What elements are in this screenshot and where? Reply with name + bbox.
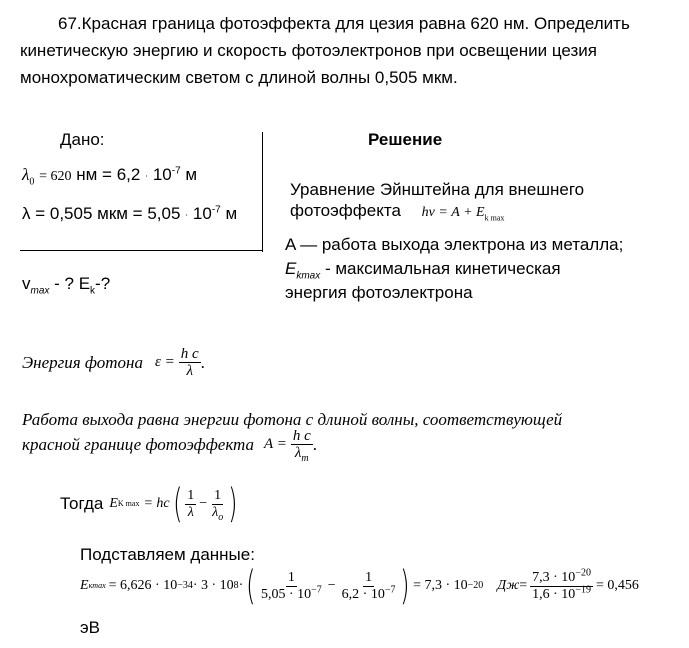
then-left-paren: ( [172, 481, 183, 527]
calc-f3-den: 1,6 · 10 [532, 586, 576, 602]
then-eq: = hc [143, 496, 170, 511]
calc-f1-den-exp: −7 [311, 583, 322, 595]
ek-line: - максимальная кинетическая [320, 259, 561, 278]
then-label: Тогда [60, 494, 104, 513]
lambda0-symbol: λ [22, 165, 30, 184]
photon-label: Энергия фотона [22, 352, 143, 372]
find-end: -? [95, 274, 111, 293]
ek-sub: kmax [296, 270, 321, 282]
given-title: Дано: [60, 130, 105, 149]
work-label: красной границе фотоэффекта [22, 434, 255, 454]
work-fraction [291, 428, 313, 464]
given-find [22, 274, 111, 297]
work-den: λ [294, 445, 302, 461]
work-den-sub: m [301, 453, 309, 464]
work-end: . [312, 434, 317, 454]
lambda-unit: м [225, 204, 238, 223]
calc-f1-den-wrap [259, 583, 324, 603]
einstein-formula-sub: k max [484, 213, 505, 223]
calc-f2-den-wrap [340, 583, 398, 603]
then-right-paren: ) [228, 481, 238, 527]
problem-line-3: монохроматическим светом с длиной волны 0,505 мкм. [20, 68, 458, 87]
then-f1-den: λ [187, 504, 194, 520]
then-frac-1 [185, 488, 196, 521]
problem-statement [20, 10, 660, 91]
lambda-dot: · [185, 209, 189, 220]
work-line-2 [22, 428, 317, 464]
solution-title: Решение [368, 130, 443, 149]
calc-frac-1 [259, 570, 324, 603]
then-minus: − [199, 496, 208, 511]
einstein-label: фотоэффекта [290, 201, 401, 220]
given-lambda0 [22, 165, 198, 188]
find-rest: - ? E [49, 274, 91, 293]
lambda-pow-base: 10 [192, 204, 212, 223]
calc-f2-den-exp: −7 [384, 583, 396, 595]
then-formula: Тогда E K max = hc ( $\frac{1}{\lambda}$ − $\frac{1}{\lambda_o}$ ) [60, 481, 238, 527]
lambda0-pow-base: 10 [152, 165, 172, 184]
photon-end: . [200, 352, 205, 372]
problem-line-1: 67.Красная граница фотоэффекта для цезия равна 620 нм. Определить [58, 14, 630, 33]
calc-right-paren: ) [400, 563, 410, 609]
calc-f1-den: 5,05 · 10 [260, 586, 312, 602]
calc-f3-num: 7,3 · 10 [532, 569, 576, 585]
lambda-text: λ = 0,505 мкм = 5,05 [22, 204, 181, 223]
lambda0-value: = 620 [39, 169, 72, 184]
calc-f1-num: 1 [287, 569, 295, 585]
calc-e: E [80, 578, 89, 593]
photon-fraction [179, 346, 201, 379]
calc-unit: Дж [497, 578, 520, 593]
calc-minus: − [327, 578, 336, 593]
einstein-line-2 [290, 201, 504, 221]
calc-eq2: = [519, 578, 528, 593]
calc-final: = 0,456 [595, 578, 639, 593]
find-v: v [22, 274, 31, 293]
find-ek-sub: k [90, 285, 96, 297]
given-divider [20, 250, 262, 251]
photon-energy [22, 346, 205, 379]
then-f1-num: 1 [187, 487, 195, 503]
then-f2-den-wrap [210, 505, 225, 521]
ek-symbol: E [285, 259, 297, 278]
given-lambda [22, 204, 237, 224]
then-f2-den: λ [212, 504, 219, 520]
photon-den: λ [186, 363, 193, 379]
then-f2-den-sub: o [218, 511, 224, 523]
photon-eps: ε = [154, 354, 175, 370]
photon-num: h c [180, 346, 199, 362]
calc-part1: = 6,626 · 10 [108, 578, 178, 593]
calc-formula: E кmax = 6,626 · 10 −34 · 3 · 10 8 · ( $\frac{1}{5,05 \cdot 10^{-7}}$ − $\frac{1}{6,2 \cdot 10^{-7}}$ ) = 7,3 · 10 −20 Дж = $\frac{7,3 \cdot 10^{-20}}{1,6 \cdot 10^{-19}}$ = 0,456 [80, 563, 639, 609]
work-line-1: Работа выхода равна энергии фотона с длиной волны, соответствующей [22, 410, 563, 429]
calc-f3-num-exp: −20 [575, 566, 591, 578]
calc-f3-den-exp: −19 [575, 583, 591, 595]
einstein-line-1: Уравнение Эйнштейна для внешнего [290, 180, 585, 199]
work-num: h c [292, 428, 311, 444]
lambda-pow-exp: -7 [211, 204, 221, 216]
find-v-sub: max [30, 285, 50, 297]
calc-f2-num: 1 [365, 569, 373, 585]
a-definition: A — работа выхода электрона из металла; [285, 235, 624, 254]
calc-frac-3 [530, 566, 593, 603]
subst-label: Подставляем данные: [80, 545, 255, 564]
calc-result: = 7,3 · 10 [413, 578, 468, 593]
ek-definition [285, 259, 561, 282]
calc-part2: · 3 · 10 [192, 578, 234, 593]
calc-part3: · [238, 578, 244, 593]
calc-f3-den-wrap [530, 583, 593, 603]
ev-unit: эВ [80, 618, 101, 637]
ek-definition-2: энергия фотоэлектрона [285, 283, 473, 302]
work-den-wrap [293, 445, 311, 464]
lambda0-unit: м [185, 165, 198, 184]
lambda0-sub: 0 [29, 176, 35, 188]
calc-frac-2 [340, 570, 398, 603]
then-frac-2 [210, 488, 225, 521]
work-a: A = [264, 436, 287, 452]
lambda0-text: нм = 6,2 [76, 165, 141, 184]
then-e: E [109, 496, 118, 511]
given-vertical-divider [262, 132, 263, 252]
calc-f2-den: 6,2 · 10 [341, 586, 385, 602]
lambda0-pow-exp: -7 [171, 165, 181, 177]
then-f2-num: 1 [214, 487, 222, 503]
lambda0-dot: · [145, 170, 149, 181]
einstein-formula: hν = A + E [421, 205, 485, 220]
problem-line-2: кинетическую энергию и скорость фотоэлектронов при освещении цезия [20, 41, 597, 60]
calc-left-paren: ( [246, 563, 256, 609]
